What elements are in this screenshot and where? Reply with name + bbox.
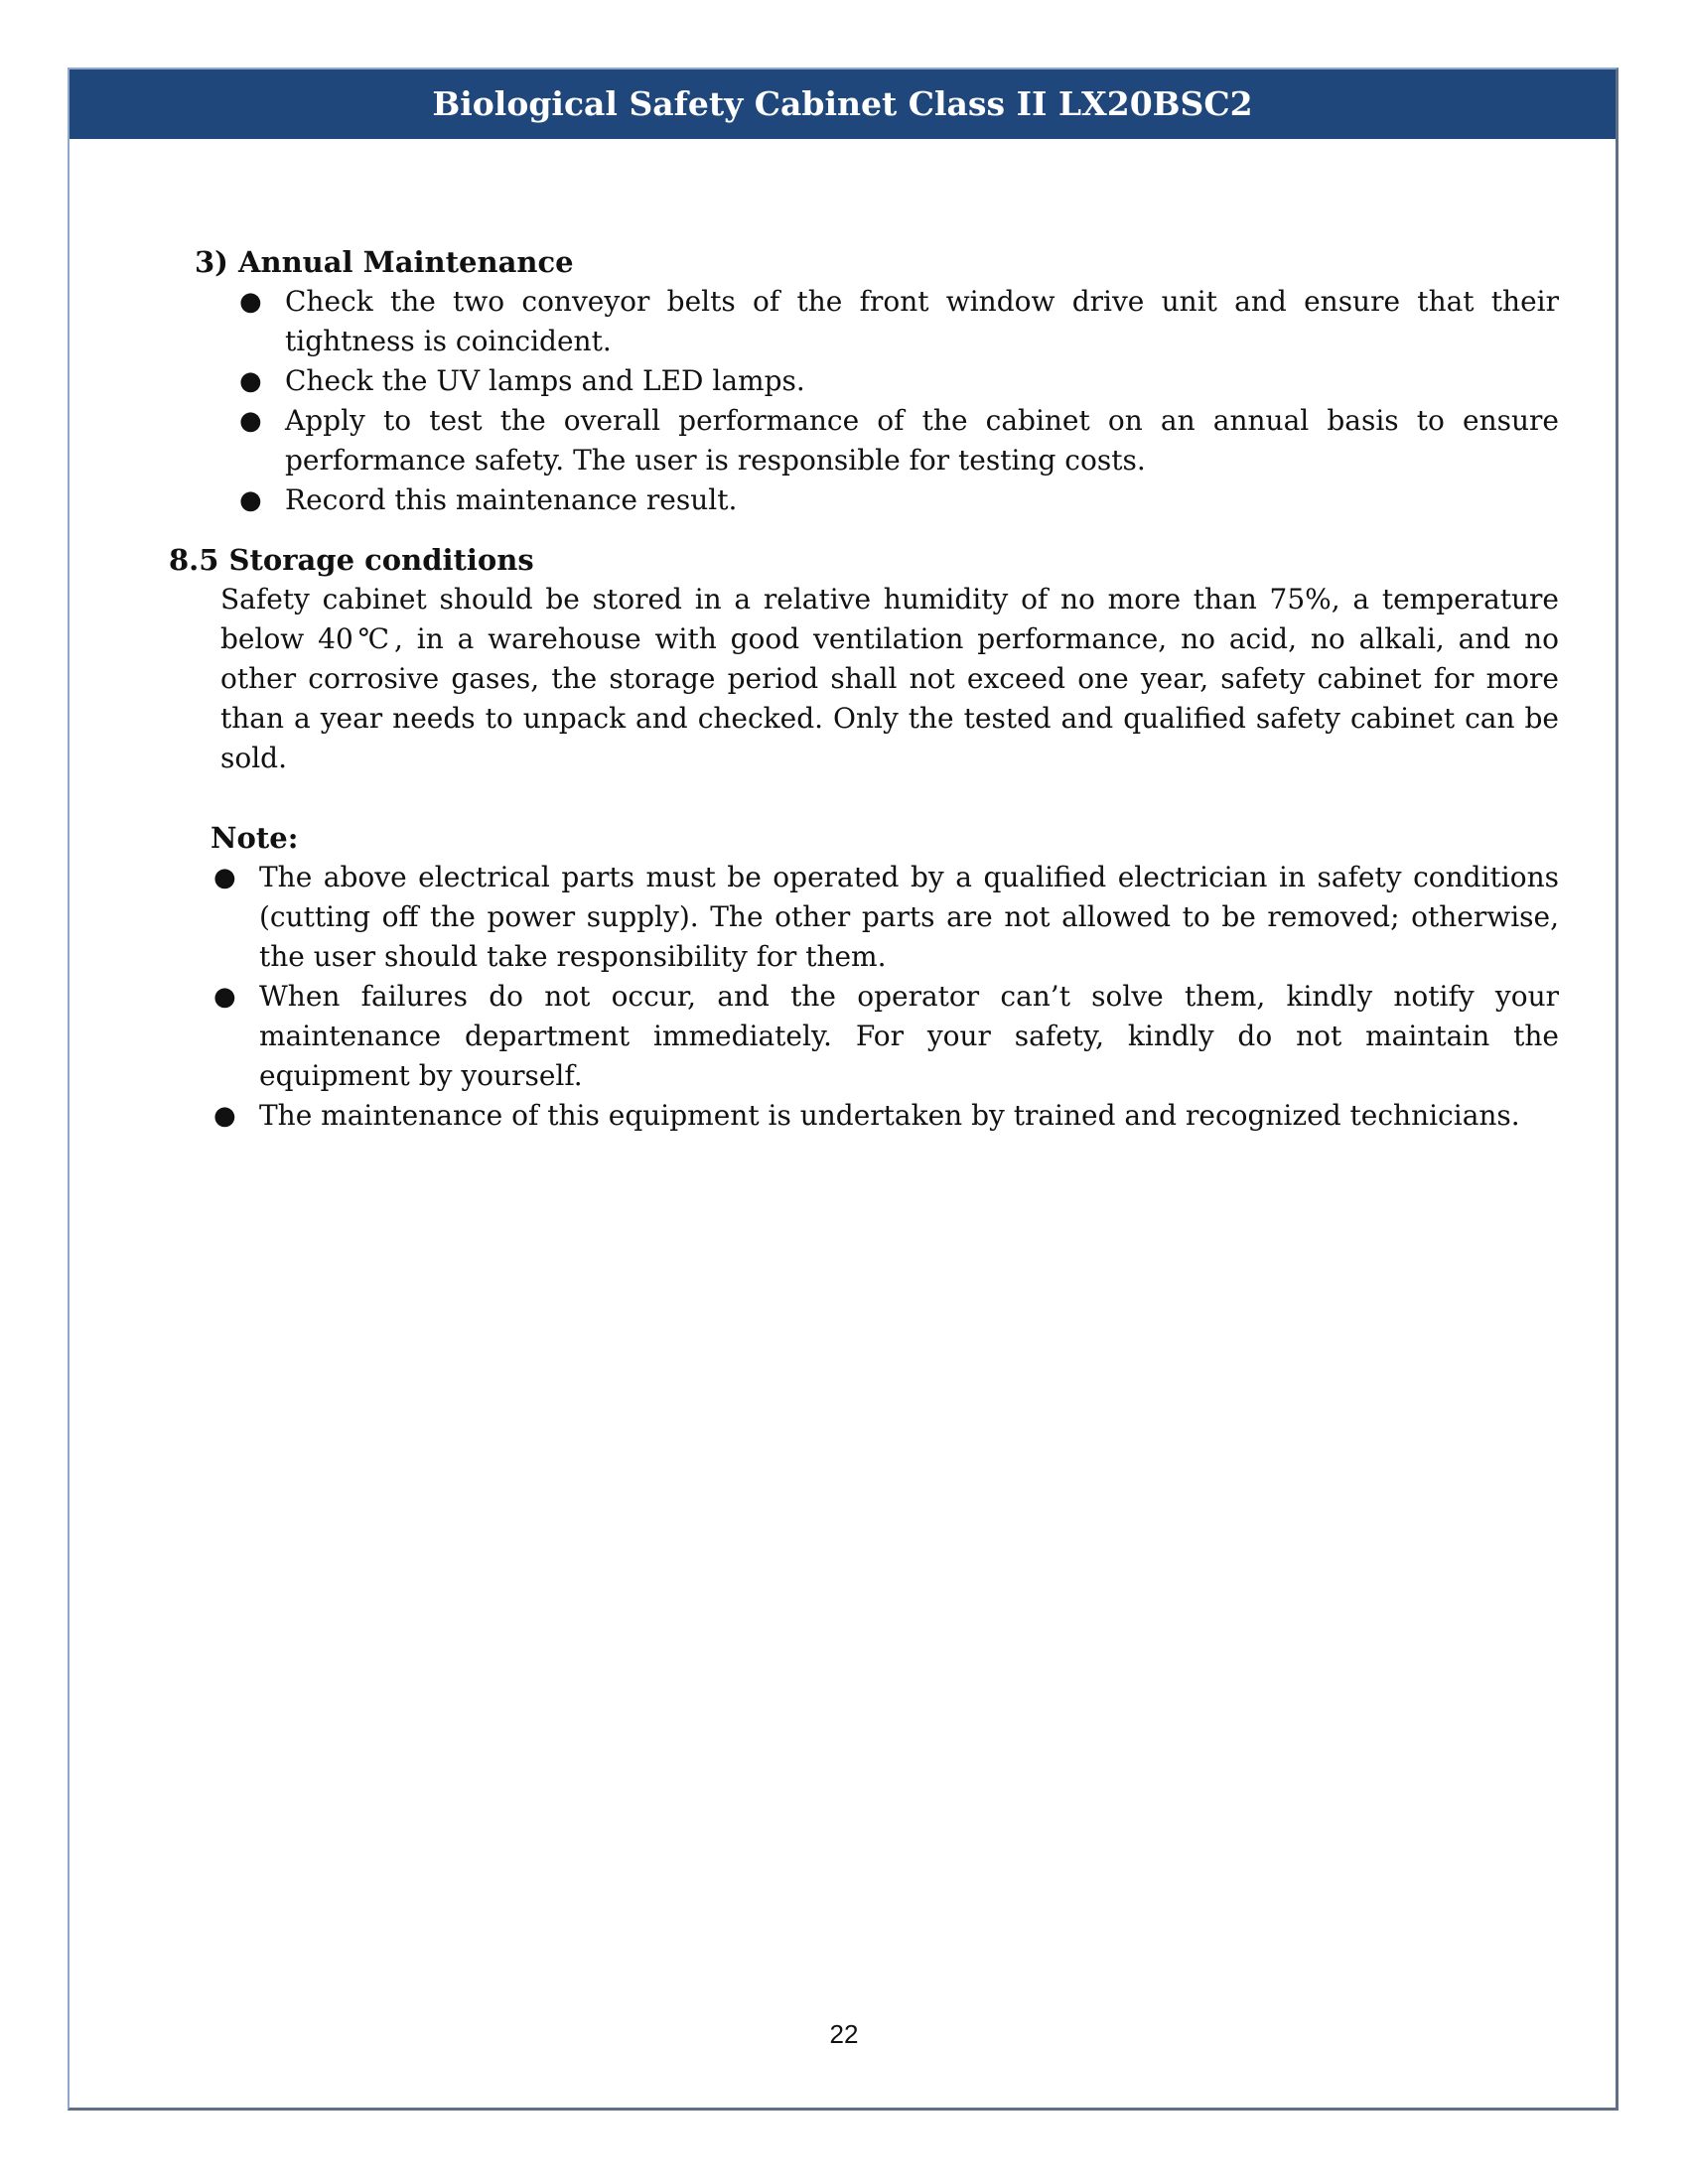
bullet-icon: ●	[239, 287, 262, 317]
list-item	[239, 480, 1559, 520]
list-item	[239, 401, 1559, 480]
bullet-icon: ●	[213, 863, 236, 892]
list-item-text: Check the two conveyor belts of the front window drive unit and ensure that their tightness is coincident.	[285, 285, 1559, 357]
note-list	[169, 858, 1559, 1136]
document-title: Biological Safety Cabinet Class II LX20BSC2	[432, 84, 1253, 123]
list-item	[213, 1096, 1559, 1136]
annual-maintenance-list	[169, 282, 1559, 520]
page-content	[169, 242, 1559, 1136]
annual-maintenance-heading: 3) Annual Maintenance	[195, 245, 574, 279]
bullet-icon: ●	[213, 982, 236, 1012]
storage-conditions-paragraph: Safety cabinet should be stored in a relative humidity of no more than 75%, a temperature below 40℃, in a warehouse with good ventilation performance, no acid, no alkali, and no other corrosive gases, the storage period shall not exceed one year, safety cabinet for more than a year needs to unpack and checked. Only the tested and qualified safety cabinet can be sold.	[220, 583, 1559, 774]
list-item-text: Check the UV lamps and LED lamps.	[285, 364, 805, 397]
bullet-icon: ●	[239, 406, 262, 436]
note-heading: Note:	[211, 821, 299, 855]
storage-conditions-heading: 8.5 Storage conditions	[169, 543, 534, 577]
list-item-text: Record this maintenance result.	[285, 483, 738, 516]
page-number: 22	[829, 2019, 859, 2049]
list-item	[213, 858, 1559, 977]
bullet-icon: ●	[239, 485, 262, 515]
bullet-icon: ●	[239, 366, 262, 396]
list-item-text: When failures do not occur, and the operator can’t solve them, kindly notify your maintenance department immediately. For your safety, kindly do not maintain the equipment by yourself.	[259, 980, 1559, 1092]
document-header	[70, 69, 1616, 139]
list-item	[239, 361, 1559, 401]
list-item-text: The above electrical parts must be operated by a qualified electrician in safety conditions (cutting off the power supply). The other parts are not allowed to be removed; otherwise, the user should take responsibility for them.	[259, 861, 1559, 973]
list-item	[239, 282, 1559, 361]
list-item-text: Apply to test the overall performance of the cabinet on an annual basis to ensure performance safety. The user is responsible for testing costs.	[285, 404, 1559, 477]
list-item-text: The maintenance of this equipment is undertaken by trained and recognized technicians.	[259, 1099, 1520, 1132]
bullet-icon: ●	[213, 1101, 236, 1131]
list-item	[213, 977, 1559, 1096]
